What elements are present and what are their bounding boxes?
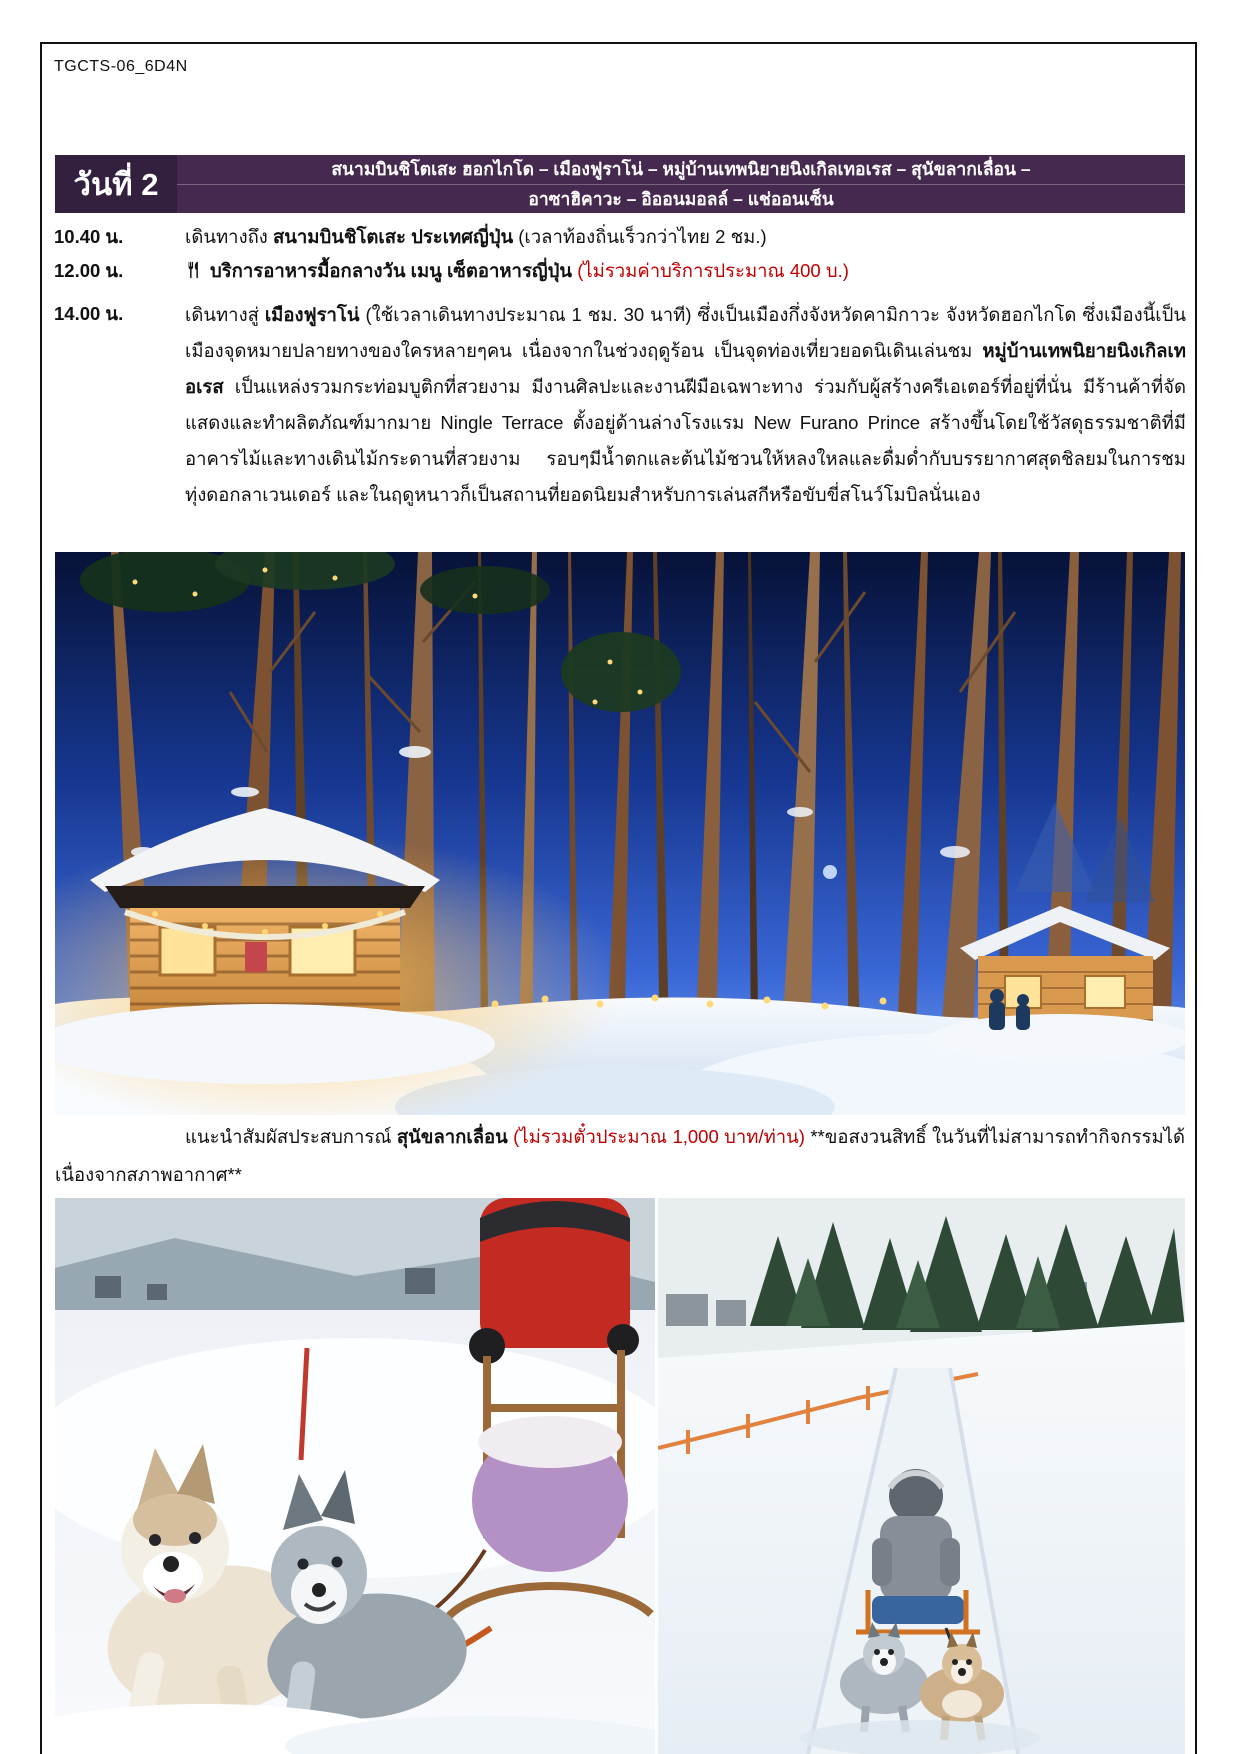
schedule-text — [185, 220, 1186, 254]
text-segment: เดินทางถึง — [185, 226, 273, 247]
schedule-list — [54, 220, 1186, 513]
schedule-row-travel — [54, 297, 1186, 513]
dogsled-ride-photo-right — [658, 1198, 1185, 1754]
time-label: 14.00 น. — [54, 303, 124, 324]
text-segment: (เวลาท้องถิ่นเร็วกว่าไทย 2 ชม.) — [513, 226, 767, 247]
text-segment-bold: หมู่บ้านเทพนิยายนิงเกิลเทอเรส — [185, 340, 1186, 397]
ningle-terrace-illustration — [55, 552, 1185, 1115]
day-number-box — [55, 155, 177, 213]
husky-illustration — [55, 1198, 655, 1754]
husky-sled-photo-left — [55, 1198, 655, 1754]
day-header-bar — [55, 155, 1185, 213]
text-segment-bold: สุนัขลากเลื่อน — [396, 1126, 508, 1147]
text-segment: เดินทางสู่ — [185, 304, 265, 325]
time-label: 10.40 น. — [54, 226, 124, 247]
schedule-text — [185, 254, 1186, 290]
dogsled-note — [55, 1118, 1185, 1194]
text-segment-bold: เมืองฟูราโน่ — [264, 304, 360, 325]
price-note-red: (ไม่รวมค่าบริการประมาณ 400 บ.) — [577, 260, 849, 281]
schedule-row-arrival — [54, 220, 1186, 254]
price-note-red: (ไม่รวมตั๋วประมาณ 1,000 บาท/ท่าน) — [507, 1126, 805, 1147]
document-code: TGCTS-06_6D4N — [54, 58, 188, 75]
text-segment-bold: สนามบินชิโตเสะ ประเทศญี่ปุ่น — [272, 226, 514, 247]
fork-knife-icon — [185, 256, 203, 290]
dogsled-photo-row — [55, 1198, 1185, 1754]
schedule-row-lunch — [54, 254, 1186, 290]
text-segment: (ใช้เวลาเดินทางประมาณ 1 ชม. 30 นาที) ซึ่งเป็นเมืองกึ่งจังหวัดคามิกาวะ จังหวัดฮอกไกโด ซึ่งเมืองนี้เป็นเมืองจุดหมายปลายทางของใครหลายๆคน เนื่องจากในช่วงฤดูร้อน เป็นจุดท่องเที่ยวยอดนิเดินเล่นชม — [185, 304, 1186, 361]
text-segment: แนะนำสัมผัสประสบการณ์ — [185, 1126, 397, 1147]
route-line-1: สนามบินชิโตเสะ ฮอกไกโด – เมืองฟูราโน่ – หมู่บ้านเทพนิยายนิงเกิลเทอเรส – สุนัขลากเลื่อน – — [177, 155, 1185, 185]
text-segment: **ขอสงวนสิทธิ์ ในวันที่ไม่สามารถทำกิจกรรมได้เนื่องจากสภาพอากาศ** — [55, 1126, 1185, 1185]
route-line-2: อาซาฮิคาวะ – อิออนมอลล์ – แช่ออนเซ็น — [528, 188, 834, 209]
ningle-terrace-night-photo — [55, 552, 1185, 1115]
time-label: 12.00 น. — [54, 260, 124, 281]
dogsled-ride-illustration — [658, 1198, 1185, 1754]
route-summary — [177, 155, 1185, 213]
schedule-paragraph — [185, 297, 1186, 513]
text-segment-bold: บริการอาหารมื้อกลางวัน เมนู เซ็ตอาหารญี่ปุ่น — [210, 260, 578, 281]
day-label: วันที่ 2 — [73, 167, 159, 202]
text-segment: เป็นแหล่งรวมกระท่อมบูติกที่สวยงาม มีงานศิลปะและงานฝีมือเฉพาะทาง ร่วมกับผู้สร้างครีเอเตอร์ที่อยู่ที่นั่น มีร้านค้าที่จัดแสดงและทำผลิตภัณฑ์มากมาย Ningle Terrace ตั้งอยู่ด้านล่างโรงแรม New Furano Prince สร้างขึ้นโดยใช้วัสดุธรรมชาติที่มีอาคารไม้และทางเดินไม้กระดานที่สวยงาม รอบๆมีน้ำตกและต้นไม้ชวนให้หลงใหลและดื่มด่ำกับบรรยากาศสุดชิลยมในการชมทุ่งดอกลาเวนเดอร์ และในฤดูหนาวก็เป็นสถานที่ยอดนิยมสำหรับการเล่นสกีหรือขับขี่สโนว์โมบิลนั่นเอง — [185, 376, 1186, 505]
